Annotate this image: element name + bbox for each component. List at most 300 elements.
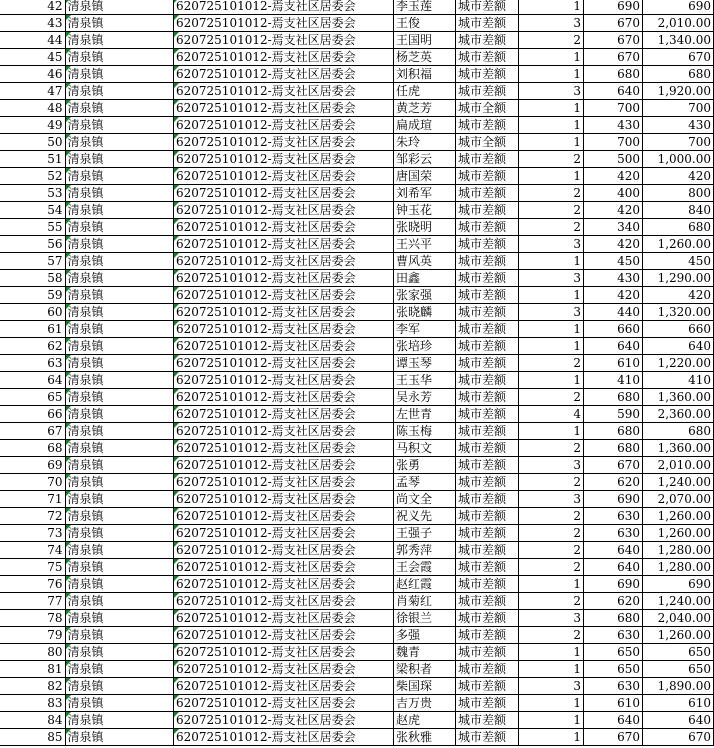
- row-number-cell[interactable]: 69: [0, 457, 65, 474]
- row-number-cell[interactable]: 76: [0, 576, 65, 593]
- household-count-cell[interactable]: 2: [519, 440, 584, 457]
- row-number-cell[interactable]: 52: [0, 168, 65, 185]
- total-amount-cell[interactable]: 680: [643, 423, 714, 440]
- household-count-cell[interactable]: 2: [519, 627, 584, 644]
- standard-amount-cell[interactable]: 340: [584, 219, 643, 236]
- standard-amount-cell[interactable]: 590: [584, 406, 643, 423]
- town-cell[interactable]: 清泉镇: [65, 593, 169, 610]
- assistance-type-cell[interactable]: 城市差额: [456, 185, 519, 202]
- row-number-cell[interactable]: 45: [0, 49, 65, 66]
- household-count-cell[interactable]: 4: [519, 406, 584, 423]
- recipient-name-cell[interactable]: 王俊: [394, 15, 456, 32]
- assistance-type-cell[interactable]: 城市差额: [456, 610, 519, 627]
- recipient-name-cell[interactable]: 谭玉琴: [394, 355, 456, 372]
- row-number-cell[interactable]: 72: [0, 508, 65, 525]
- assistance-type-cell[interactable]: 城市差额: [456, 542, 519, 559]
- recipient-name-cell[interactable]: 张晓麟: [394, 304, 456, 321]
- recipient-name-cell[interactable]: 魏青: [394, 644, 456, 661]
- town-cell[interactable]: 清泉镇: [65, 202, 169, 219]
- recipient-name-cell[interactable]: 曹风英: [394, 253, 456, 270]
- household-count-cell[interactable]: 3: [519, 678, 584, 695]
- total-amount-cell[interactable]: 1,240.00: [643, 593, 714, 610]
- household-count-cell[interactable]: 3: [519, 304, 584, 321]
- row-number-cell[interactable]: 51: [0, 151, 65, 168]
- assistance-type-cell[interactable]: 城市差额: [456, 304, 519, 321]
- town-cell[interactable]: 清泉镇: [65, 49, 169, 66]
- standard-amount-cell[interactable]: 680: [584, 66, 643, 83]
- town-cell[interactable]: 清泉镇: [65, 559, 169, 576]
- assistance-type-cell[interactable]: 城市差额: [456, 66, 519, 83]
- assistance-type-cell[interactable]: 城市差额: [456, 474, 519, 491]
- row-number-cell[interactable]: 70: [0, 474, 65, 491]
- row-number-cell[interactable]: 83: [0, 695, 65, 712]
- total-amount-cell[interactable]: 1,320.00: [643, 304, 714, 321]
- total-amount-cell[interactable]: 680: [643, 219, 714, 236]
- town-cell[interactable]: 清泉镇: [65, 457, 169, 474]
- recipient-name-cell[interactable]: 张培珍: [394, 338, 456, 355]
- recipient-name-cell[interactable]: 尚文全: [394, 491, 456, 508]
- community-code-cell[interactable]: 620725101012-焉支社区居委会: [174, 83, 394, 100]
- total-amount-cell[interactable]: 450: [643, 253, 714, 270]
- total-amount-cell[interactable]: 1,260.00: [643, 525, 714, 542]
- household-count-cell[interactable]: 1: [519, 100, 584, 117]
- standard-amount-cell[interactable]: 420: [584, 202, 643, 219]
- standard-amount-cell[interactable]: 670: [584, 457, 643, 474]
- household-count-cell[interactable]: 2: [519, 355, 584, 372]
- town-cell[interactable]: 清泉镇: [65, 542, 169, 559]
- household-count-cell[interactable]: 1: [519, 0, 584, 15]
- recipient-name-cell[interactable]: 杨芝英: [394, 49, 456, 66]
- total-amount-cell[interactable]: 1,890.00: [643, 678, 714, 695]
- standard-amount-cell[interactable]: 690: [584, 491, 643, 508]
- row-number-cell[interactable]: 74: [0, 542, 65, 559]
- recipient-name-cell[interactable]: 钟玉花: [394, 202, 456, 219]
- total-amount-cell[interactable]: 1,260.00: [643, 236, 714, 253]
- total-amount-cell[interactable]: 680: [643, 66, 714, 83]
- household-count-cell[interactable]: 3: [519, 83, 584, 100]
- standard-amount-cell[interactable]: 670: [584, 49, 643, 66]
- row-number-cell[interactable]: 61: [0, 321, 65, 338]
- total-amount-cell[interactable]: 690: [643, 576, 714, 593]
- household-count-cell[interactable]: 1: [519, 338, 584, 355]
- community-code-cell[interactable]: 620725101012-焉支社区居委会: [174, 593, 394, 610]
- standard-amount-cell[interactable]: 620: [584, 593, 643, 610]
- row-number-cell[interactable]: 49: [0, 117, 65, 134]
- assistance-type-cell[interactable]: 城市差额: [456, 321, 519, 338]
- standard-amount-cell[interactable]: 610: [584, 355, 643, 372]
- household-count-cell[interactable]: 1: [519, 729, 584, 746]
- total-amount-cell[interactable]: 800: [643, 185, 714, 202]
- community-code-cell[interactable]: 620725101012-焉支社区居委会: [174, 474, 394, 491]
- community-code-cell[interactable]: 620725101012-焉支社区居委会: [174, 627, 394, 644]
- standard-amount-cell[interactable]: 660: [584, 321, 643, 338]
- standard-amount-cell[interactable]: 500: [584, 151, 643, 168]
- assistance-type-cell[interactable]: 城市差额: [456, 678, 519, 695]
- household-count-cell[interactable]: 3: [519, 610, 584, 627]
- standard-amount-cell[interactable]: 410: [584, 372, 643, 389]
- household-count-cell[interactable]: 3: [519, 491, 584, 508]
- standard-amount-cell[interactable]: 420: [584, 168, 643, 185]
- row-number-cell[interactable]: 71: [0, 491, 65, 508]
- town-cell[interactable]: 清泉镇: [65, 678, 169, 695]
- town-cell[interactable]: 清泉镇: [65, 321, 169, 338]
- row-number-cell[interactable]: 78: [0, 610, 65, 627]
- town-cell[interactable]: 清泉镇: [65, 525, 169, 542]
- total-amount-cell[interactable]: 700: [643, 100, 714, 117]
- recipient-name-cell[interactable]: 赵红霞: [394, 576, 456, 593]
- recipient-name-cell[interactable]: 孟琴: [394, 474, 456, 491]
- assistance-type-cell[interactable]: 城市差额: [456, 49, 519, 66]
- household-count-cell[interactable]: 2: [519, 389, 584, 406]
- standard-amount-cell[interactable]: 690: [584, 576, 643, 593]
- standard-amount-cell[interactable]: 620: [584, 474, 643, 491]
- town-cell[interactable]: 清泉镇: [65, 372, 169, 389]
- household-count-cell[interactable]: 1: [519, 712, 584, 729]
- standard-amount-cell[interactable]: 430: [584, 270, 643, 287]
- recipient-name-cell[interactable]: 王玉华: [394, 372, 456, 389]
- assistance-type-cell[interactable]: 城市全额: [456, 134, 519, 151]
- town-cell[interactable]: 清泉镇: [65, 134, 169, 151]
- community-code-cell[interactable]: 620725101012-焉支社区居委会: [174, 32, 394, 49]
- household-count-cell[interactable]: 2: [519, 32, 584, 49]
- household-count-cell[interactable]: 2: [519, 508, 584, 525]
- recipient-name-cell[interactable]: 张秋雅: [394, 729, 456, 746]
- household-count-cell[interactable]: 1: [519, 134, 584, 151]
- recipient-name-cell[interactable]: 郭秀萍: [394, 542, 456, 559]
- household-count-cell[interactable]: 3: [519, 457, 584, 474]
- community-code-cell[interactable]: 620725101012-焉支社区居委会: [174, 457, 394, 474]
- standard-amount-cell[interactable]: 640: [584, 542, 643, 559]
- community-code-cell[interactable]: 620725101012-焉支社区居委会: [174, 253, 394, 270]
- recipient-name-cell[interactable]: 黄芝芳: [394, 100, 456, 117]
- community-code-cell[interactable]: 620725101012-焉支社区居委会: [174, 117, 394, 134]
- row-number-cell[interactable]: 82: [0, 678, 65, 695]
- assistance-type-cell[interactable]: 城市差额: [456, 83, 519, 100]
- standard-amount-cell[interactable]: 700: [584, 100, 643, 117]
- community-code-cell[interactable]: 620725101012-焉支社区居委会: [174, 389, 394, 406]
- community-code-cell[interactable]: 620725101012-焉支社区居委会: [174, 695, 394, 712]
- town-cell[interactable]: 清泉镇: [65, 168, 169, 185]
- row-number-cell[interactable]: 85: [0, 729, 65, 746]
- community-code-cell[interactable]: 620725101012-焉支社区居委会: [174, 219, 394, 236]
- town-cell[interactable]: 清泉镇: [65, 270, 169, 287]
- total-amount-cell[interactable]: 700: [643, 134, 714, 151]
- total-amount-cell[interactable]: 2,070.00: [643, 491, 714, 508]
- household-count-cell[interactable]: 3: [519, 236, 584, 253]
- standard-amount-cell[interactable]: 450: [584, 253, 643, 270]
- household-count-cell[interactable]: 3: [519, 270, 584, 287]
- recipient-name-cell[interactable]: 吴永芳: [394, 389, 456, 406]
- standard-amount-cell[interactable]: 610: [584, 695, 643, 712]
- recipient-name-cell[interactable]: 陈玉梅: [394, 423, 456, 440]
- total-amount-cell[interactable]: 1,260.00: [643, 508, 714, 525]
- total-amount-cell[interactable]: 2,010.00: [643, 457, 714, 474]
- standard-amount-cell[interactable]: 630: [584, 525, 643, 542]
- total-amount-cell[interactable]: 430: [643, 117, 714, 134]
- recipient-name-cell[interactable]: 扁成瑄: [394, 117, 456, 134]
- row-number-cell[interactable]: 81: [0, 661, 65, 678]
- community-code-cell[interactable]: 620725101012-焉支社区居委会: [174, 304, 394, 321]
- row-number-cell[interactable]: 47: [0, 83, 65, 100]
- community-code-cell[interactable]: 620725101012-焉支社区居委会: [174, 134, 394, 151]
- town-cell[interactable]: 清泉镇: [65, 644, 169, 661]
- row-number-cell[interactable]: 48: [0, 100, 65, 117]
- assistance-type-cell[interactable]: 城市差额: [456, 151, 519, 168]
- total-amount-cell[interactable]: 840: [643, 202, 714, 219]
- total-amount-cell[interactable]: 420: [643, 287, 714, 304]
- total-amount-cell[interactable]: 640: [643, 712, 714, 729]
- town-cell[interactable]: 清泉镇: [65, 151, 169, 168]
- household-count-cell[interactable]: 2: [519, 151, 584, 168]
- total-amount-cell[interactable]: 1,220.00: [643, 355, 714, 372]
- standard-amount-cell[interactable]: 440: [584, 304, 643, 321]
- household-count-cell[interactable]: 2: [519, 474, 584, 491]
- standard-amount-cell[interactable]: 630: [584, 627, 643, 644]
- community-code-cell[interactable]: 620725101012-焉支社区居委会: [174, 508, 394, 525]
- row-number-cell[interactable]: 42: [0, 0, 65, 15]
- assistance-type-cell[interactable]: 城市差额: [456, 593, 519, 610]
- community-code-cell[interactable]: 620725101012-焉支社区居委会: [174, 100, 394, 117]
- household-count-cell[interactable]: 1: [519, 695, 584, 712]
- community-code-cell[interactable]: 620725101012-焉支社区居委会: [174, 678, 394, 695]
- household-count-cell[interactable]: 1: [519, 576, 584, 593]
- recipient-name-cell[interactable]: 多强: [394, 627, 456, 644]
- assistance-type-cell[interactable]: 城市差额: [456, 440, 519, 457]
- standard-amount-cell[interactable]: 630: [584, 508, 643, 525]
- assistance-type-cell[interactable]: 城市差额: [456, 15, 519, 32]
- total-amount-cell[interactable]: 670: [643, 729, 714, 746]
- recipient-name-cell[interactable]: 王国明: [394, 32, 456, 49]
- total-amount-cell[interactable]: 1,920.00: [643, 83, 714, 100]
- community-code-cell[interactable]: 620725101012-焉支社区居委会: [174, 185, 394, 202]
- assistance-type-cell[interactable]: 城市全额: [456, 100, 519, 117]
- recipient-name-cell[interactable]: 张晓明: [394, 219, 456, 236]
- total-amount-cell[interactable]: 1,290.00: [643, 270, 714, 287]
- community-code-cell[interactable]: 620725101012-焉支社区居委会: [174, 661, 394, 678]
- standard-amount-cell[interactable]: 670: [584, 15, 643, 32]
- assistance-type-cell[interactable]: 城市差额: [456, 525, 519, 542]
- row-number-cell[interactable]: 59: [0, 287, 65, 304]
- community-code-cell[interactable]: 620725101012-焉支社区居委会: [174, 202, 394, 219]
- assistance-type-cell[interactable]: 城市差额: [456, 423, 519, 440]
- recipient-name-cell[interactable]: 朱玲: [394, 134, 456, 151]
- recipient-name-cell[interactable]: 刘积福: [394, 66, 456, 83]
- town-cell[interactable]: 清泉镇: [65, 185, 169, 202]
- row-number-cell[interactable]: 63: [0, 355, 65, 372]
- assistance-type-cell[interactable]: 城市差额: [456, 661, 519, 678]
- recipient-name-cell[interactable]: 肖菊红: [394, 593, 456, 610]
- row-number-cell[interactable]: 55: [0, 219, 65, 236]
- community-code-cell[interactable]: 620725101012-焉支社区居委会: [174, 712, 394, 729]
- recipient-name-cell[interactable]: 马积文: [394, 440, 456, 457]
- total-amount-cell[interactable]: 2,360.00: [643, 406, 714, 423]
- total-amount-cell[interactable]: 1,240.00: [643, 474, 714, 491]
- household-count-cell[interactable]: 2: [519, 185, 584, 202]
- town-cell[interactable]: 清泉镇: [65, 355, 169, 372]
- assistance-type-cell[interactable]: 城市差额: [456, 491, 519, 508]
- recipient-name-cell[interactable]: 李军: [394, 321, 456, 338]
- recipient-name-cell[interactable]: 赵虎: [394, 712, 456, 729]
- row-number-cell[interactable]: 84: [0, 712, 65, 729]
- town-cell[interactable]: 清泉镇: [65, 253, 169, 270]
- town-cell[interactable]: 清泉镇: [65, 712, 169, 729]
- row-number-cell[interactable]: 60: [0, 304, 65, 321]
- row-number-cell[interactable]: 56: [0, 236, 65, 253]
- community-code-cell[interactable]: 620725101012-焉支社区居委会: [174, 151, 394, 168]
- household-count-cell[interactable]: 1: [519, 321, 584, 338]
- row-number-cell[interactable]: 57: [0, 253, 65, 270]
- standard-amount-cell[interactable]: 680: [584, 389, 643, 406]
- row-number-cell[interactable]: 65: [0, 389, 65, 406]
- assistance-type-cell[interactable]: 城市差额: [456, 117, 519, 134]
- standard-amount-cell[interactable]: 670: [584, 32, 643, 49]
- community-code-cell[interactable]: 620725101012-焉支社区居委会: [174, 525, 394, 542]
- total-amount-cell[interactable]: 650: [643, 644, 714, 661]
- town-cell[interactable]: 清泉镇: [65, 338, 169, 355]
- standard-amount-cell[interactable]: 640: [584, 559, 643, 576]
- community-code-cell[interactable]: 620725101012-焉支社区居委会: [174, 66, 394, 83]
- assistance-type-cell[interactable]: 城市差额: [456, 627, 519, 644]
- household-count-cell[interactable]: 3: [519, 15, 584, 32]
- household-count-cell[interactable]: 1: [519, 49, 584, 66]
- standard-amount-cell[interactable]: 640: [584, 338, 643, 355]
- household-count-cell[interactable]: 1: [519, 372, 584, 389]
- assistance-type-cell[interactable]: 城市差额: [456, 729, 519, 746]
- community-code-cell[interactable]: 620725101012-焉支社区居委会: [174, 576, 394, 593]
- household-count-cell[interactable]: 1: [519, 661, 584, 678]
- row-number-cell[interactable]: 53: [0, 185, 65, 202]
- total-amount-cell[interactable]: 1,340.00: [643, 32, 714, 49]
- community-code-cell[interactable]: 620725101012-焉支社区居委会: [174, 287, 394, 304]
- town-cell[interactable]: 清泉镇: [65, 83, 169, 100]
- town-cell[interactable]: 清泉镇: [65, 287, 169, 304]
- assistance-type-cell[interactable]: 城市差额: [456, 355, 519, 372]
- community-code-cell[interactable]: 620725101012-焉支社区居委会: [174, 644, 394, 661]
- recipient-name-cell[interactable]: 左世青: [394, 406, 456, 423]
- row-number-cell[interactable]: 73: [0, 525, 65, 542]
- recipient-name-cell[interactable]: 梁积者: [394, 661, 456, 678]
- recipient-name-cell[interactable]: 李玉莲: [394, 0, 456, 15]
- total-amount-cell[interactable]: 610: [643, 695, 714, 712]
- standard-amount-cell[interactable]: 420: [584, 287, 643, 304]
- assistance-type-cell[interactable]: 城市差额: [456, 457, 519, 474]
- community-code-cell[interactable]: 620725101012-焉支社区居委会: [174, 559, 394, 576]
- standard-amount-cell[interactable]: 420: [584, 236, 643, 253]
- row-number-cell[interactable]: 44: [0, 32, 65, 49]
- household-count-cell[interactable]: 1: [519, 644, 584, 661]
- recipient-name-cell[interactable]: 王兴平: [394, 236, 456, 253]
- standard-amount-cell[interactable]: 640: [584, 712, 643, 729]
- town-cell[interactable]: 清泉镇: [65, 0, 169, 15]
- community-code-cell[interactable]: 620725101012-焉支社区居委会: [174, 610, 394, 627]
- standard-amount-cell[interactable]: 650: [584, 644, 643, 661]
- recipient-name-cell[interactable]: 张家强: [394, 287, 456, 304]
- household-count-cell[interactable]: 2: [519, 202, 584, 219]
- community-code-cell[interactable]: 620725101012-焉支社区居委会: [174, 491, 394, 508]
- community-code-cell[interactable]: 620725101012-焉支社区居委会: [174, 321, 394, 338]
- town-cell[interactable]: 清泉镇: [65, 406, 169, 423]
- row-number-cell[interactable]: 66: [0, 406, 65, 423]
- town-cell[interactable]: 清泉镇: [65, 729, 169, 746]
- town-cell[interactable]: 清泉镇: [65, 66, 169, 83]
- assistance-type-cell[interactable]: 城市差额: [456, 644, 519, 661]
- household-count-cell[interactable]: 1: [519, 168, 584, 185]
- total-amount-cell[interactable]: 1,280.00: [643, 559, 714, 576]
- household-count-cell[interactable]: 2: [519, 559, 584, 576]
- row-number-cell[interactable]: 62: [0, 338, 65, 355]
- total-amount-cell[interactable]: 690: [643, 0, 714, 15]
- total-amount-cell[interactable]: 420: [643, 168, 714, 185]
- community-code-cell[interactable]: 620725101012-焉支社区居委会: [174, 372, 394, 389]
- recipient-name-cell[interactable]: 王会霞: [394, 559, 456, 576]
- total-amount-cell[interactable]: 1,000.00: [643, 151, 714, 168]
- assistance-type-cell[interactable]: 城市差额: [456, 338, 519, 355]
- town-cell[interactable]: 清泉镇: [65, 219, 169, 236]
- town-cell[interactable]: 清泉镇: [65, 440, 169, 457]
- total-amount-cell[interactable]: 2,040.00: [643, 610, 714, 627]
- recipient-name-cell[interactable]: 唐国荣: [394, 168, 456, 185]
- household-count-cell[interactable]: 2: [519, 219, 584, 236]
- row-number-cell[interactable]: 50: [0, 134, 65, 151]
- town-cell[interactable]: 清泉镇: [65, 491, 169, 508]
- community-code-cell[interactable]: 620725101012-焉支社区居委会: [174, 236, 394, 253]
- row-number-cell[interactable]: 64: [0, 372, 65, 389]
- standard-amount-cell[interactable]: 690: [584, 0, 643, 15]
- assistance-type-cell[interactable]: 城市差额: [456, 287, 519, 304]
- town-cell[interactable]: 清泉镇: [65, 236, 169, 253]
- community-code-cell[interactable]: 620725101012-焉支社区居委会: [174, 15, 394, 32]
- community-code-cell[interactable]: 620725101012-焉支社区居委会: [174, 355, 394, 372]
- assistance-type-cell[interactable]: 城市差额: [456, 202, 519, 219]
- town-cell[interactable]: 清泉镇: [65, 576, 169, 593]
- standard-amount-cell[interactable]: 680: [584, 440, 643, 457]
- town-cell[interactable]: 清泉镇: [65, 474, 169, 491]
- standard-amount-cell[interactable]: 640: [584, 83, 643, 100]
- standard-amount-cell[interactable]: 680: [584, 423, 643, 440]
- household-count-cell[interactable]: 1: [519, 253, 584, 270]
- standard-amount-cell[interactable]: 700: [584, 134, 643, 151]
- assistance-type-cell[interactable]: 城市差额: [456, 712, 519, 729]
- assistance-type-cell[interactable]: 城市差额: [456, 236, 519, 253]
- recipient-name-cell[interactable]: 徐银兰: [394, 610, 456, 627]
- assistance-type-cell[interactable]: 城市差额: [456, 168, 519, 185]
- household-count-cell[interactable]: 2: [519, 593, 584, 610]
- recipient-name-cell[interactable]: 柴国琛: [394, 678, 456, 695]
- household-count-cell[interactable]: 2: [519, 542, 584, 559]
- recipient-name-cell[interactable]: 吉万贵: [394, 695, 456, 712]
- town-cell[interactable]: 清泉镇: [65, 100, 169, 117]
- town-cell[interactable]: 清泉镇: [65, 15, 169, 32]
- row-number-cell[interactable]: 43: [0, 15, 65, 32]
- row-number-cell[interactable]: 75: [0, 559, 65, 576]
- town-cell[interactable]: 清泉镇: [65, 32, 169, 49]
- assistance-type-cell[interactable]: 城市差额: [456, 406, 519, 423]
- town-cell[interactable]: 清泉镇: [65, 423, 169, 440]
- assistance-type-cell[interactable]: 城市差额: [456, 576, 519, 593]
- assistance-type-cell[interactable]: 城市差额: [456, 32, 519, 49]
- recipient-name-cell[interactable]: 刘希军: [394, 185, 456, 202]
- recipient-name-cell[interactable]: 田鑫: [394, 270, 456, 287]
- recipient-name-cell[interactable]: 邹彩云: [394, 151, 456, 168]
- assistance-type-cell[interactable]: 城市差额: [456, 508, 519, 525]
- town-cell[interactable]: 清泉镇: [65, 389, 169, 406]
- town-cell[interactable]: 清泉镇: [65, 661, 169, 678]
- recipient-name-cell[interactable]: 祝义先: [394, 508, 456, 525]
- town-cell[interactable]: 清泉镇: [65, 304, 169, 321]
- town-cell[interactable]: 清泉镇: [65, 117, 169, 134]
- row-number-cell[interactable]: 58: [0, 270, 65, 287]
- row-number-cell[interactable]: 80: [0, 644, 65, 661]
